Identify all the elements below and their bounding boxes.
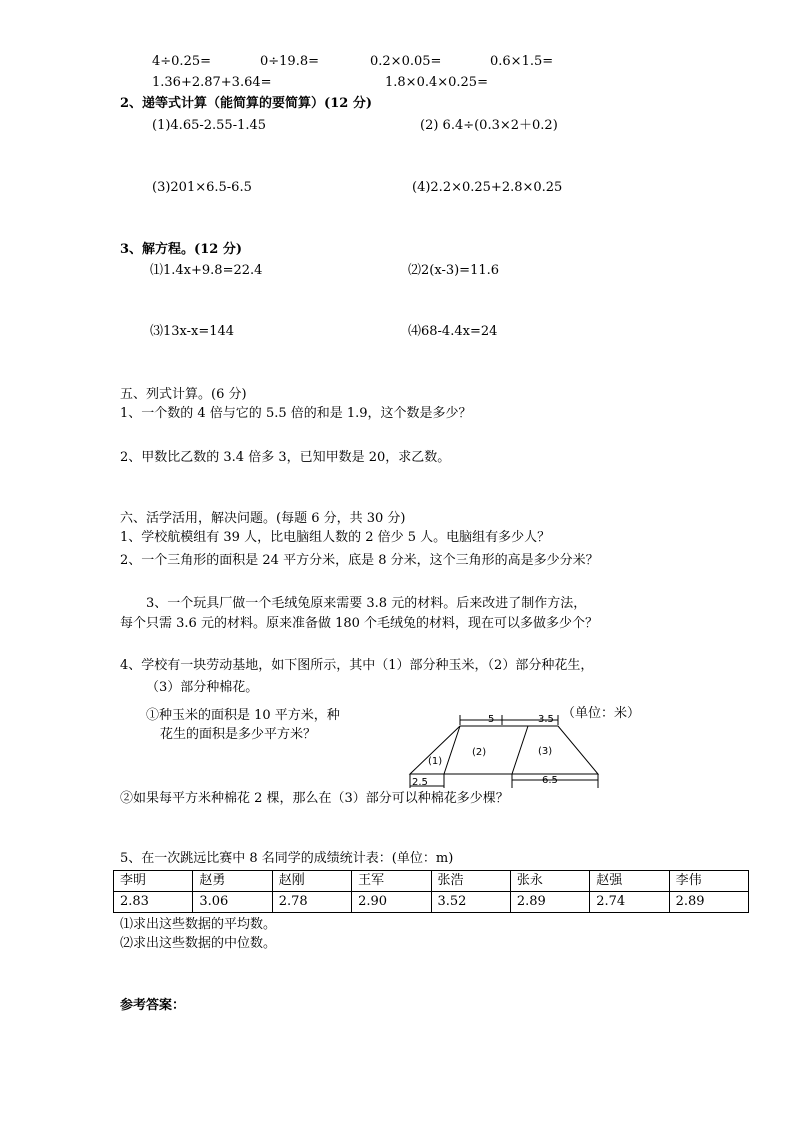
calc-item: 1.8×0.4×0.25=	[385, 75, 488, 90]
score-table	[113, 870, 749, 913]
calc-item: 1.36+2.87+3.64=	[152, 75, 272, 90]
equation-item: ⑷68-4.4x=24	[408, 324, 498, 339]
label-top-left: 5	[488, 714, 495, 725]
table-cell: 李伟	[669, 871, 748, 892]
calc-item: 0.2×0.05=	[370, 54, 442, 69]
question-item: （3）部分种棉花。	[146, 680, 259, 695]
table-cell: 赵刚	[272, 871, 351, 892]
equation-item: ⑴1.4x+9.8=22.4	[150, 263, 263, 278]
question-item: 3、一个玩具厂做一个毛绒兔原来需要 3.8 元的材料。后来改进了制作方法，	[146, 596, 587, 611]
question-item: ⑴求出这些数据的平均数。	[120, 917, 277, 932]
table-cell: 李明	[114, 871, 193, 892]
table-cell: 2.90	[352, 892, 431, 913]
table-cell: 2.89	[510, 892, 589, 913]
section-heading: 六、活学活用，解决问题。(每题 6 分，共 30 分)	[120, 511, 406, 526]
section-heading: 五、列式计算。(6 分)	[120, 387, 247, 402]
question-item: 1、一个数的 4 倍与它的 5.5 倍的和是 1.9，这个数是多少？	[120, 406, 472, 421]
label-bottom-left: 2.5	[412, 777, 428, 788]
equation-item: ⑶13x-x=144	[150, 324, 235, 339]
table-cell: 张浩	[431, 871, 510, 892]
table-cell: 赵强	[590, 871, 669, 892]
part-3-label: (3)	[538, 746, 553, 757]
equation-item: ⑵2(x-3)=11.6	[408, 263, 500, 278]
table-cell: 2.89	[669, 892, 748, 913]
question-item: (4)2.2×0.25+2.8×0.25	[412, 180, 563, 195]
question-item: 5、在一次跳远比赛中 8 名同学的成绩统计表：(单位：m)	[120, 851, 454, 866]
question-item: ②如果每平方米种棉花 2 棵，那么在（3）部分可以种棉花多少棵？	[120, 791, 509, 806]
table-cell: 2.78	[272, 892, 351, 913]
calc-item: 0.6×1.5=	[490, 54, 554, 69]
divider-line	[512, 726, 528, 774]
answers-heading: 参考答案：	[120, 998, 186, 1013]
table-cell: 赵勇	[193, 871, 272, 892]
table-row	[114, 871, 749, 892]
part-2-label: (2)	[472, 747, 487, 758]
question-item: ①种玉米的面积是 10 平方米，种	[146, 708, 340, 723]
label-top-right: 3.5	[538, 714, 554, 725]
part-1-label: (1)	[428, 756, 443, 767]
question-item: 1、学校航模组有 39 人，比电脑组人数的 2 倍少 5 人。电脑组有多少人？	[120, 530, 551, 545]
calc-item: 4÷0.25=	[152, 54, 212, 69]
table-cell: 2.83	[114, 892, 193, 913]
question-item: 花生的面积是多少平方米？	[160, 727, 317, 742]
question-item: ⑵求出这些数据的中位数。	[120, 936, 277, 951]
table-cell: 3.52	[431, 892, 510, 913]
table-cell: 张永	[510, 871, 589, 892]
section-heading: 2、递等式计算（能简算的要简算）(12 分)	[120, 96, 372, 111]
question-item: (3)201×6.5-6.5	[152, 180, 252, 195]
question-item: (1)4.65-2.55-1.45	[152, 118, 267, 133]
calc-item: 0÷19.8=	[260, 54, 320, 69]
table-cell: 王军	[352, 871, 431, 892]
table-cell: 3.06	[193, 892, 272, 913]
question-item: 4、学校有一块劳动基地，如下图所示，其中（1）部分种玉米，（2）部分种花生，	[120, 658, 594, 673]
label-bottom-right: 6.5	[542, 775, 558, 786]
table-cell: 2.74	[590, 892, 669, 913]
question-item: 2、一个三角形的面积是 24 平方分米，底是 8 分米，这个三角形的高是多少分米？	[120, 553, 599, 568]
table-row	[114, 892, 749, 913]
question-item: 每个只需 3.6 元的材料。原来准备做 180 个毛绒兔的材料，现在可以多做多少个？	[120, 616, 599, 631]
section-heading: 3、解方程。(12 分)	[120, 242, 242, 257]
diagram-unit-label: （单位：米）	[562, 706, 641, 721]
question-item: 2、甲数比乙数的 3.4 倍多 3，已知甲数是 20，求乙数。	[120, 450, 451, 465]
question-item: (2) 6.4÷(0.3×2＋0.2)	[420, 118, 558, 133]
